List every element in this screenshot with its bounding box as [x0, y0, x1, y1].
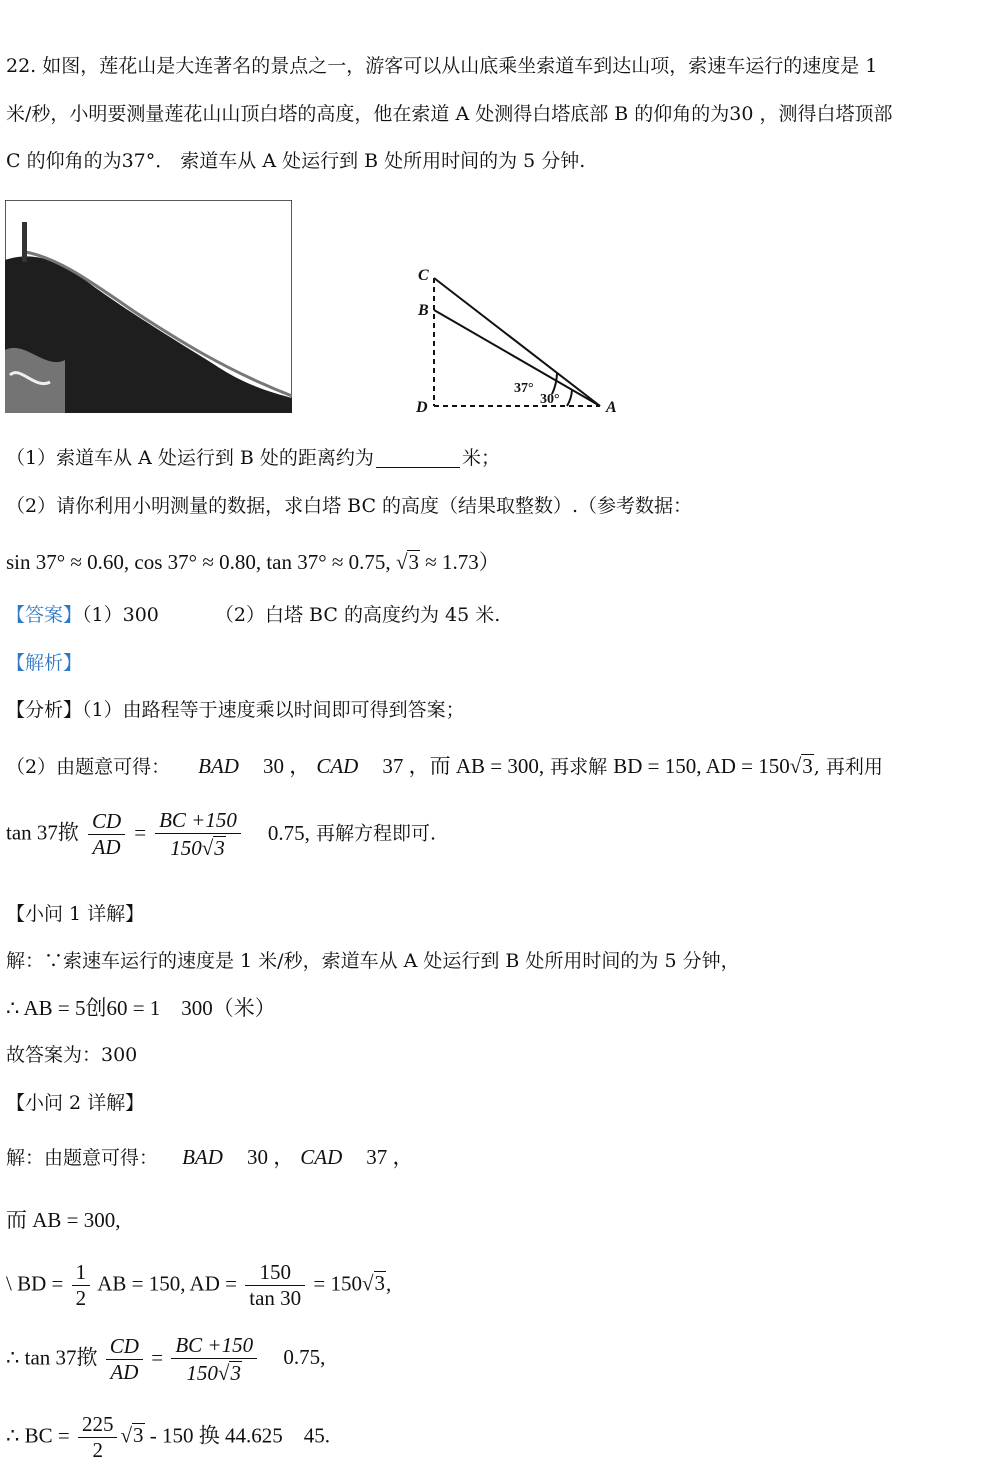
reference-data-trig: sin 37° ≈ 0.60, cos 37° ≈ 0.80, tan 37° ≈ 0.75, [6, 550, 391, 574]
angle-cad: CAD [316, 754, 359, 778]
sub1-line-2: ∴ AB = 5创60 = 1 300（米） [6, 996, 276, 1020]
angle-37-label: 37° [514, 381, 534, 396]
bc-prefix: ∴ BC = [6, 1423, 70, 1448]
bd-middle: AB = 150, AD = [97, 1271, 237, 1296]
sub2-fraction-bc-150: $\frac{BC +150}{150√3}$ [171, 1335, 257, 1384]
fraction-cd-ad: $\frac{CD}{AD}$ [88, 811, 125, 858]
label-A: A [606, 399, 617, 416]
angle-bad-value: 30 ， [263, 754, 311, 778]
sub2-tan-prefix: ∴ tan 37揿 [6, 1345, 98, 1370]
reference-data-close: ） [478, 550, 500, 574]
tan-lhs: tan 37揿 [6, 820, 79, 845]
bc-sqrt: 3 [133, 1423, 144, 1448]
arc-37 [552, 373, 557, 394]
angle-bad: BAD [198, 754, 239, 778]
bc-rest: - 150 换 44.625 45. [149, 1423, 330, 1448]
question-1-unit: 米； [461, 447, 500, 469]
fraction-bc-150: $\frac{BC +150}{150√3}$ [155, 810, 241, 859]
problem-line-3: C 的仰角的为37°． 索道车从 A 处运行到 B 处所用时间的为 5 分钟. [6, 150, 586, 172]
fraction-half: $\frac{1}{2}$ [72, 1262, 91, 1309]
question-1-text: （1）索道车从 A 处运行到 B 处的距离约为 [6, 447, 374, 469]
sub2-angle-cad-value: 37 ， [366, 1145, 414, 1169]
sub2-intro: 解：由题意可得： [6, 1147, 159, 1169]
sub2-angle-cad: CAD [300, 1145, 343, 1169]
mountain-photo [5, 200, 292, 413]
fraction-225-2: $\frac{225}{2}$ [78, 1414, 118, 1461]
sub2-angle-bad: BAD [182, 1145, 223, 1169]
triangle-diagram [402, 190, 632, 420]
reference-data: sin 37° ≈ 0.60, cos 37° ≈ 0.80, tan 37° ≈ 0.75, √3 ≈ 1.73） [6, 550, 500, 574]
answer-2: （2）白塔 BC 的高度约为 45 米. [214, 604, 501, 626]
ad-sqrt: 3 [374, 1271, 386, 1296]
reference-data-value: ≈ 1.73 [425, 550, 479, 574]
reference-data-sqrt: 3 [408, 550, 419, 574]
problem-line-1: 22. 如图，莲花山是大连著名的景点之一，游客可以从山底乘坐索道车到达山项，索速车运行的速度是 1 [6, 55, 878, 77]
sub2-angle-bad-value: 30 ， [246, 1145, 295, 1169]
sub2-fraction-cd-ad: $\frac{CD}{AD}$ [106, 1336, 143, 1383]
sub2-line-1 [6, 1147, 414, 1168]
answer-line [6, 606, 500, 625]
sub2-bd-ad: \ BD = $\frac{1}{2}$ AB = 150, AD = $\frac{150}{\tan 30}$ = 150√3, [6, 1260, 392, 1310]
sub2-tag: 【小问 2 详解】 [6, 1092, 145, 1114]
fenxi-line [6, 701, 465, 720]
tan-equation: tan 37揿 $\frac{CD}{AD}$ = $\frac{BC +150}{150√3}$ 0.75, 再解方程即可. [6, 808, 436, 860]
fenxi-text: （1）由路程等于速度乘以时间即可得到答案； [82, 699, 465, 721]
ad-result: = 150 [313, 1271, 362, 1296]
analysis-step-2-then: 再求解 [550, 756, 608, 778]
sqrt-3: 3 [802, 754, 813, 778]
tan-tail: 再解方程即可. [315, 822, 436, 845]
answer-tag: 【答案】 [6, 604, 83, 626]
sub2-bc-result: ∴ BC = $\frac{225}{2}$ √3 - 150 换 44.625 45. [6, 1412, 330, 1462]
sub1-line-3: 故答案为：300 [6, 1044, 138, 1066]
bd-prefix: \ BD = [6, 1271, 64, 1296]
label-D: D [416, 399, 428, 416]
label-C: C [418, 267, 429, 284]
sub1-line-1: 解：∵索速车运行的速度是 1 米/秒，索道车从 A 处运行到 B 处所用时间的为 5 分钟， [6, 950, 740, 972]
angle-30-label: 30° [540, 392, 560, 407]
sub2-tan-result: 0.75, [283, 1345, 326, 1370]
question-1 [6, 449, 500, 468]
sub1-tag: 【小问 1 详解】 [6, 903, 145, 925]
angle-cad-value: 37 ，而 AB = 300, [382, 754, 545, 778]
sub2-tan-equation: ∴ tan 37揿 $\frac{CD}{AD}$ = $\frac{BC +150}{150√3}$ 0.75, [6, 1333, 326, 1385]
answer-1: （1）300 [82, 604, 159, 626]
problem-line-2: 米/秒，小明要测量莲花山山顶白塔的高度，他在索道 A 处测得白塔底部 B 的仰角的为30 ，测得白塔顶部 [6, 103, 893, 125]
analysis-tag: 【解析】 [6, 652, 83, 674]
analysis-step-2-intro: （2）由题意可得： [6, 756, 171, 778]
arc-30 [567, 390, 572, 406]
sub2-line-2: 而 AB = 300, [6, 1208, 121, 1232]
analysis-step-2: （2）由题意可得： BAD 30 ， CAD 37 ，而 AB = 300, 再求解 BD = 150, AD = 150√3, 再利用 [6, 754, 883, 778]
label-B: B [418, 302, 429, 319]
tan-rhs: 0.75, [267, 820, 310, 845]
analysis-step-2-tail: , 再利用 [813, 756, 883, 778]
question-2: （2）请你利用小明测量的数据，求白塔 BC 的高度（结果取整数）.（参考数据： [6, 495, 693, 517]
fraction-150-tan30: $\frac{150}{\tan 30}$ [245, 1262, 305, 1309]
answer-blank [376, 449, 460, 468]
bd-ad-values: BD = 150, AD = 150 [613, 754, 790, 778]
fenxi-tag: 【分析】 [6, 699, 83, 721]
